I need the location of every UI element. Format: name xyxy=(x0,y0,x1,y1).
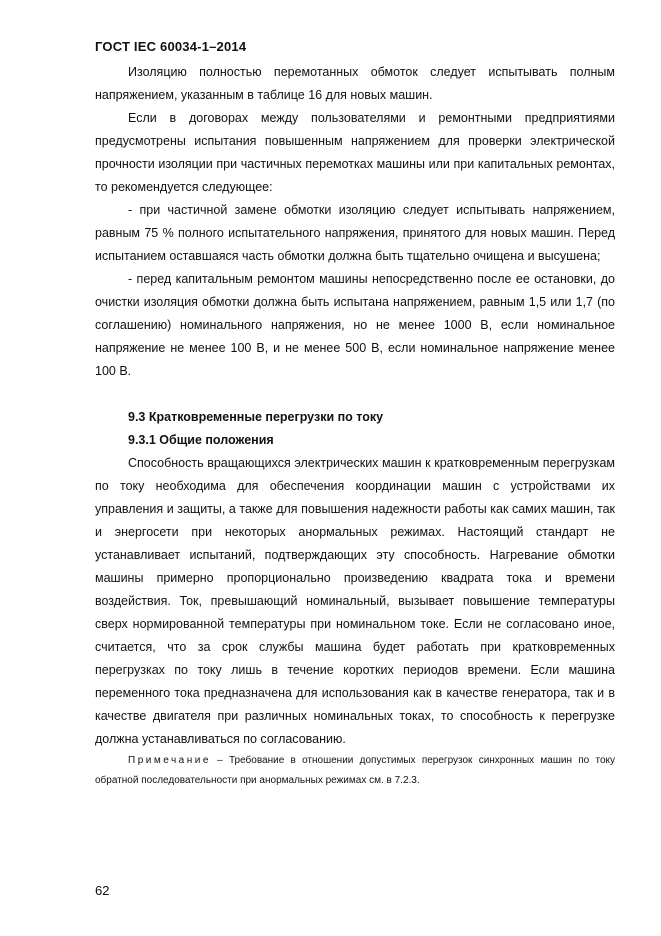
list-item-partial-replacement: - при частичной замене обмотки изоляцию следует испытывать напряжением, равным 75 % полного испытательного напряжения, принятого для новых машин. Перед испытанием оставшаяся часть обмотки должна быть тщательно очищена и высушена; xyxy=(95,203,615,263)
page-number: 62 xyxy=(95,883,110,898)
page-body xyxy=(95,61,615,791)
list-item-before-overhaul: - перед капитальным ремонтом машины непосредственно после ее остановки, до очистки изоляция обмотки должна быть испытана напряжением, равным 1,5 или 1,7 (по соглашению) номинального напряжения, но не менее 1000 В, если номинальное напряжение не менее 100 В, и не менее 500 В, если номинальное напряжение менее 100 В. xyxy=(95,272,615,378)
note-text: – Требование в отношении допустимых перегрузок синхронных машин по току обратной последовательности при анормальных режимах см. в 7.2.3. xyxy=(95,755,615,786)
document-code-header: ГОСТ IEC 60034-1–2014 xyxy=(95,39,247,54)
paragraph-repair-contracts: Если в договорах между пользователями и ремонтными предприятиями предусмотрены испытания повышенным напряжением для проверки электрической прочности изоляции при частичных перемотках машины или при капитальных ремонтах, то рекомендуется следующее: xyxy=(95,111,615,194)
paragraph-rewound-windings: Изоляцию полностью перемотанных обмоток следует испытывать полным напряжением, указанным в таблице 16 для новых машин. xyxy=(95,65,615,102)
subsection-heading: 9.3.1 Общие положения xyxy=(128,433,274,447)
paragraph-overload-capability: Способность вращающихся электрических машин к кратковременным перегрузкам по току необходима для обеспечения координации машин с устройствами их управления и защиты, а также для повышения надежности работы как самих машин, так и энергосети при некоторых анормальных режимах. Настоящий стандарт не устанавливает испытаний, подтверждающих эту способность. Нагревание обмотки машины примерно пропорционально произведению квадрата тока и времени воздействия. Ток, превышающий номинальный, вызывает повышение температуры сверх нормированной температуры при номинальном токе. Если не согласовано иное, считается, что за срок службы машина будет работать при кратковременных перегрузках по току лишь в течение коротких периодов времени. Если машина переменного тока предназначена для использования как в качестве генератора, так и в качестве двигателя при различных номинальных токах, то способность к перегрузке должна устанавливаться по согласованию. xyxy=(95,456,615,746)
note-label: Примечание xyxy=(128,755,211,766)
note xyxy=(95,751,615,791)
section-heading: 9.3 Кратковременные перегрузки по току xyxy=(128,410,384,424)
